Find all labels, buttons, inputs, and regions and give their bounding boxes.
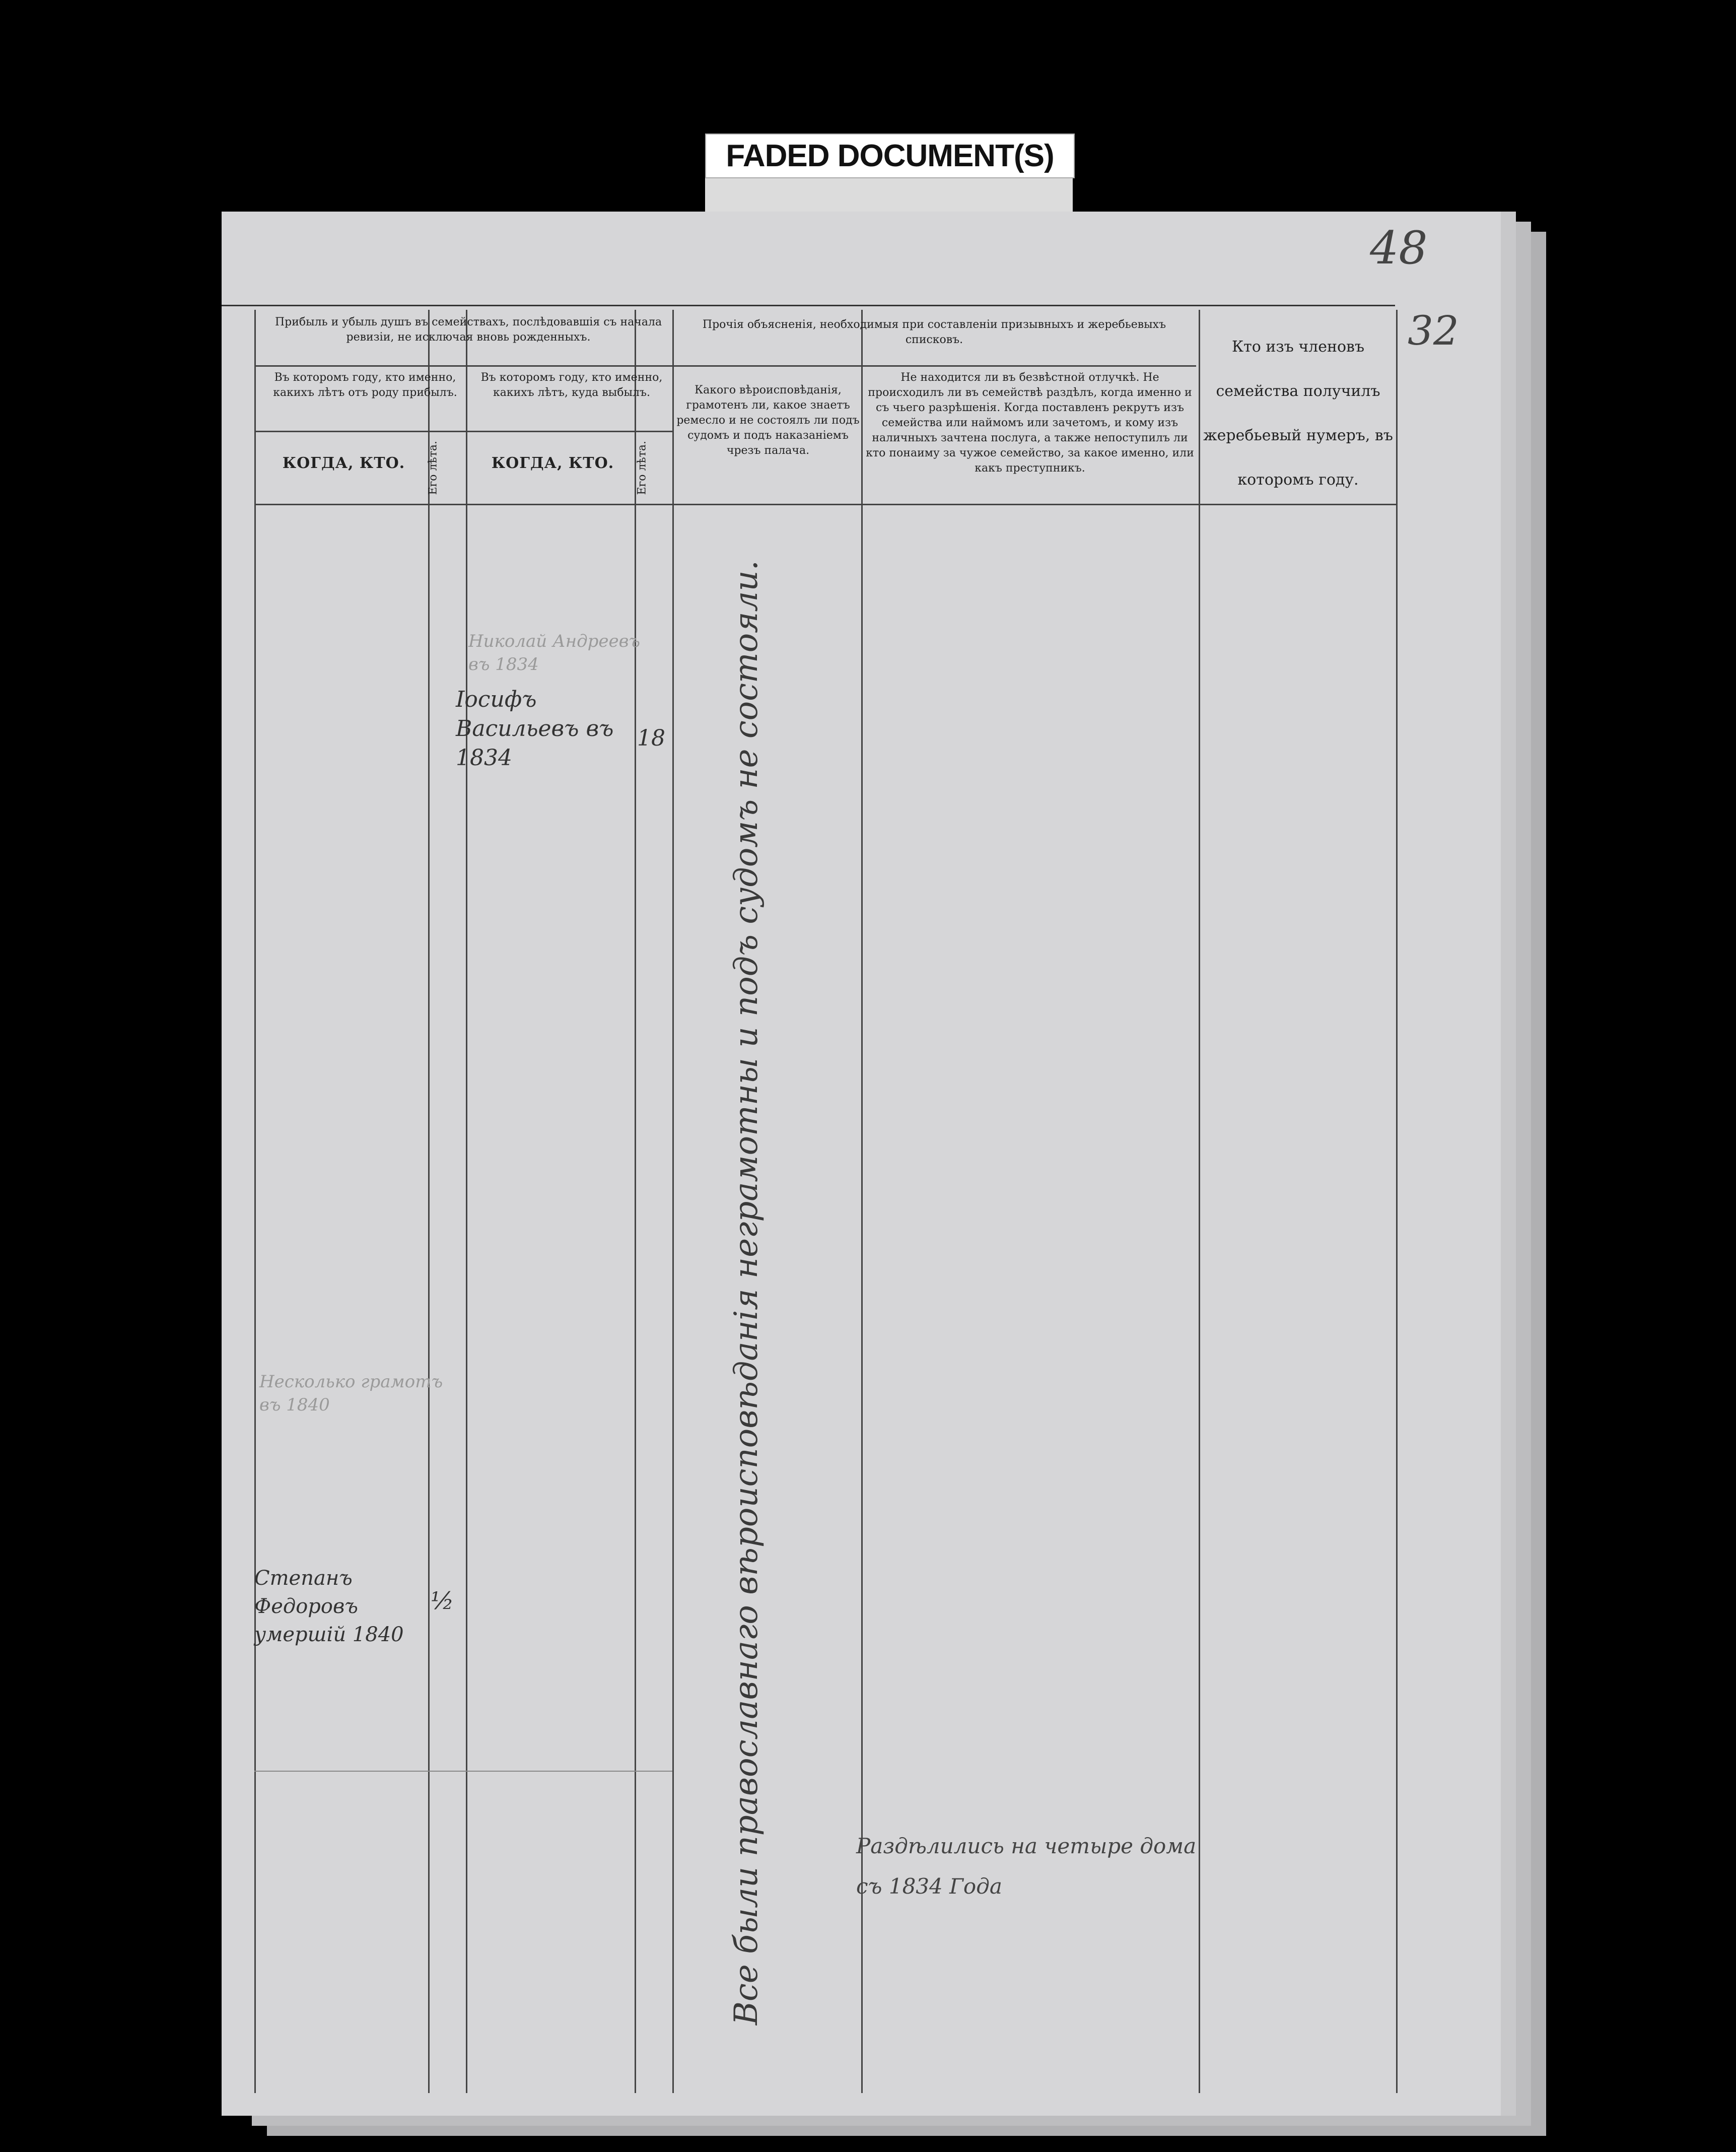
archive-label-tab-backing bbox=[705, 176, 1073, 212]
table-top-rule bbox=[222, 305, 1395, 306]
col-rule bbox=[254, 310, 256, 2093]
mid-rule bbox=[254, 1771, 672, 1772]
header-rule bbox=[254, 431, 466, 432]
header-col-arrived: Въ которомъ году, кто именно, какихъ лѣтъ отъ роду прибылъ. bbox=[273, 371, 457, 399]
header-col-lot: Кто изъ членовъ семейства получилъ жеребьевый нумеръ, въ которомъ году. bbox=[1203, 338, 1393, 489]
header-when-who-departed: КОГДА, КТО. bbox=[491, 454, 614, 472]
entry-absence-note-2: съ 1834 Года bbox=[856, 1874, 1002, 1899]
col-rule bbox=[861, 310, 863, 2093]
col-rule bbox=[428, 310, 430, 2093]
entry-departed-faint-2: Несколько грамотъ въ 1840 bbox=[259, 1372, 443, 1415]
header-rule bbox=[672, 365, 1196, 367]
col-rule bbox=[466, 310, 467, 2093]
header-bottom-rule bbox=[254, 504, 1398, 505]
col-rule bbox=[635, 310, 636, 2093]
archive-label: FADED DOCUMENT(S) bbox=[705, 133, 1075, 178]
folio-number-top: 48 bbox=[1370, 222, 1428, 275]
header-rule bbox=[466, 431, 672, 432]
folio-number: 32 bbox=[1408, 307, 1459, 354]
header-age-departed: Его лѣта. bbox=[636, 441, 649, 495]
header-group-gain-loss: Прибыль и убыль душъ въ семействахъ, послѣдовавшія съ начала ревизіи, не исключая вновь рожденныхъ. bbox=[274, 316, 662, 344]
entry-absence-note-1: Раздѣлились на четыре дома bbox=[856, 1834, 1197, 1858]
col-rule bbox=[1199, 310, 1200, 2093]
header-col-departed: Въ которомъ году, кто именно, какихъ лѣтъ, куда выбылъ. bbox=[480, 371, 663, 399]
header-age-arrived: Его лѣта. bbox=[427, 441, 440, 495]
entry-religion-note: Все были православнаго вѣроисповѣданія неграмотны и подъ судомъ не состояли. bbox=[728, 560, 765, 2025]
header-group-other: Прочія объясненія, необходимыя при составленіи призывныхъ и жеребьевыхъ списковъ. bbox=[702, 318, 1166, 346]
header-col-religion: Какого вѣроисповѣданія, грамотенъ ли, какое знаетъ ремесло и не состоялъ ли подъ судомъ и подъ наказаніемъ чрезъ палача. bbox=[676, 384, 860, 457]
entry-departed-1: Іосифъ Васильевъ въ 1834 bbox=[456, 687, 614, 771]
header-rule bbox=[254, 365, 695, 367]
col-rule bbox=[1396, 310, 1398, 2093]
header-when-who-arrived: КОГДА, КТО. bbox=[282, 454, 405, 472]
entry-departed-3-age: ½ bbox=[431, 1587, 454, 1615]
header-col-absence: Не находится ли въ безвѣстной отлучкѣ. Не происходилъ ли въ семействѣ раздѣлъ, когда именно и съ чьего разрѣшенія. Когда поставленъ рекрутъ изъ семейства или наймомъ или зачетомъ, и кому изъ наличныхъ зачтена послуга, а также непоступилъ ли кто понаиму за чужое семейство, за какое именно, или какъ преступникъ. bbox=[866, 371, 1194, 475]
col-rule bbox=[672, 310, 674, 2093]
entry-departed-3: Степанъ Федоровъ умершій 1840 bbox=[254, 1567, 404, 1646]
entry-departed-faint: Николай Андреевъ въ 1834 bbox=[468, 631, 641, 675]
entry-departed-1-age: 18 bbox=[637, 725, 665, 751]
table-grid bbox=[254, 310, 1398, 2093]
